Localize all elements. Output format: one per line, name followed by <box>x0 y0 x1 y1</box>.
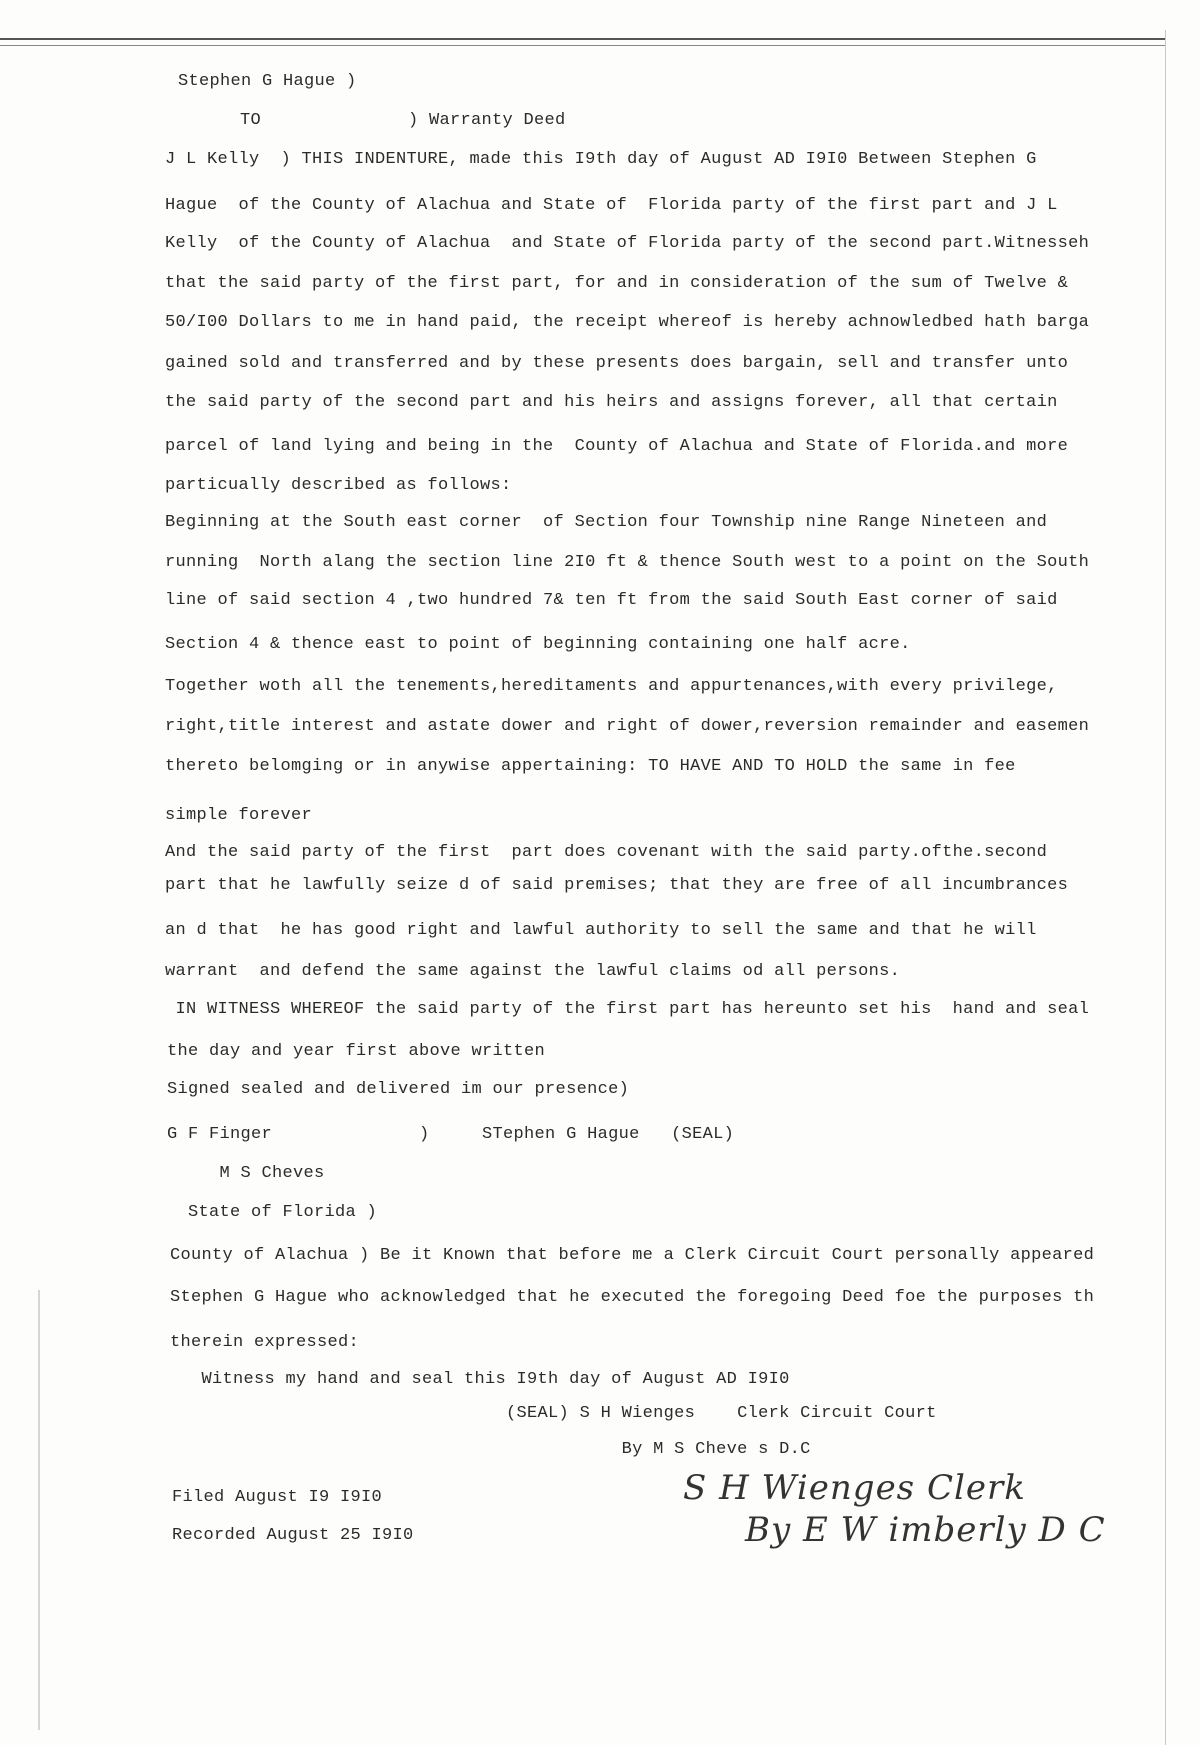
left-margin-line <box>38 1290 40 1730</box>
top-rule <box>0 38 1165 40</box>
deed-line: Hague of the County of Alachua and State of Florida party of the first part and J L <box>165 196 1058 215</box>
deed-line: part that he lawfully seize d of said premises; that they are free of all incumbrances <box>165 876 1069 895</box>
handwritten-signature-deputy: By E W imberly D C <box>745 1510 1106 1550</box>
deputy-clerk-line: By M S Cheve s D.C <box>170 1440 811 1459</box>
header-deed-type: TO ) Warranty Deed <box>240 111 566 130</box>
witness-seal-line: Witness my hand and seal this I9th day of August AD I9I0 <box>170 1370 790 1389</box>
witness-line: M S Cheves <box>167 1164 325 1183</box>
deed-line: Kelly of the County of Alachua and State of Florida party of the second part.Witnesseh <box>165 234 1090 253</box>
ack-state-line: State of Florida ) <box>167 1203 378 1222</box>
deed-line: simple forever <box>165 806 313 825</box>
deed-line: running North alang the section line 2I0 ft & thence South west to a point on the South <box>165 553 1090 572</box>
top-rule-secondary <box>0 45 1165 46</box>
deed-line: 50/I00 Dollars to me in hand paid, the receipt whereof is hereby achnowledbed hath barga <box>165 313 1090 332</box>
ack-line: Stephen G Hague who acknowledged that he executed the foregoing Deed foe the purposes th <box>170 1288 1095 1307</box>
signature-line-grantor: G F Finger ) STephen G Hague (SEAL) <box>167 1125 735 1144</box>
ack-line: therein expressed: <box>170 1333 360 1352</box>
handwritten-signature-clerk: S H Wienges Clerk <box>683 1468 1026 1508</box>
deed-line: an d that he has good right and lawful authority to sell the same and that he will <box>165 921 1037 940</box>
deed-line: gained sold and transferred and by these presents does bargain, sell and transfer unto <box>165 354 1069 373</box>
deed-line: Signed sealed and delivered im our presence) <box>167 1080 630 1099</box>
deed-line: the day and year first above written <box>167 1042 546 1061</box>
deed-line: Section 4 & thence east to point of beginning containing one half acre. <box>165 635 911 654</box>
deed-line: J L Kelly ) THIS INDENTURE, made this I9th day of August AD I9I0 Between Stephen G <box>165 150 1037 169</box>
deed-line: parcel of land lying and being in the County of Alachua and State of Florida.and more <box>165 437 1069 456</box>
deed-line: right,title interest and astate dower and right of dower,reversion remainder and easemen <box>165 717 1090 736</box>
deed-line: thereto belomging or in anywise appertaining: TO HAVE AND TO HOLD the same in fee <box>165 757 1016 776</box>
deed-line: line of said section 4 ,two hundred 7& ten ft from the said South East corner of said <box>165 591 1058 610</box>
deed-line: that the said party of the first part, for and in consideration of the sum of Twelve & <box>165 274 1069 293</box>
deed-line: warrant and defend the same against the lawful claims od all persons. <box>165 962 901 981</box>
deed-line: Beginning at the South east corner of Section four Township nine Range Nineteen and <box>165 513 1048 532</box>
clerk-line: (SEAL) S H Wienges Clerk Circuit Court <box>170 1404 937 1423</box>
deed-line: Together woth all the tenements,hereditaments and appurtenances,with every privilege, <box>165 677 1058 696</box>
filed-date: Filed August I9 I9I0 <box>172 1488 383 1507</box>
deed-line: the said party of the second part and his heirs and assigns forever, all that certain <box>165 393 1058 412</box>
deed-line: particually described as follows: <box>165 476 512 495</box>
recorded-date: Recorded August 25 I9I0 <box>172 1526 414 1545</box>
deed-line: And the said party of the first part does covenant with the said party.ofthe.second <box>165 843 1048 862</box>
header-grantor: Stephen G Hague ) <box>178 72 357 91</box>
ack-line: County of Alachua ) Be it Known that before me a Clerk Circuit Court personally appeared <box>170 1246 1095 1265</box>
right-margin-line <box>1165 30 1166 1745</box>
deed-line: IN WITNESS WHEREOF the said party of the first part has hereunto set his hand and seal <box>165 1000 1090 1019</box>
